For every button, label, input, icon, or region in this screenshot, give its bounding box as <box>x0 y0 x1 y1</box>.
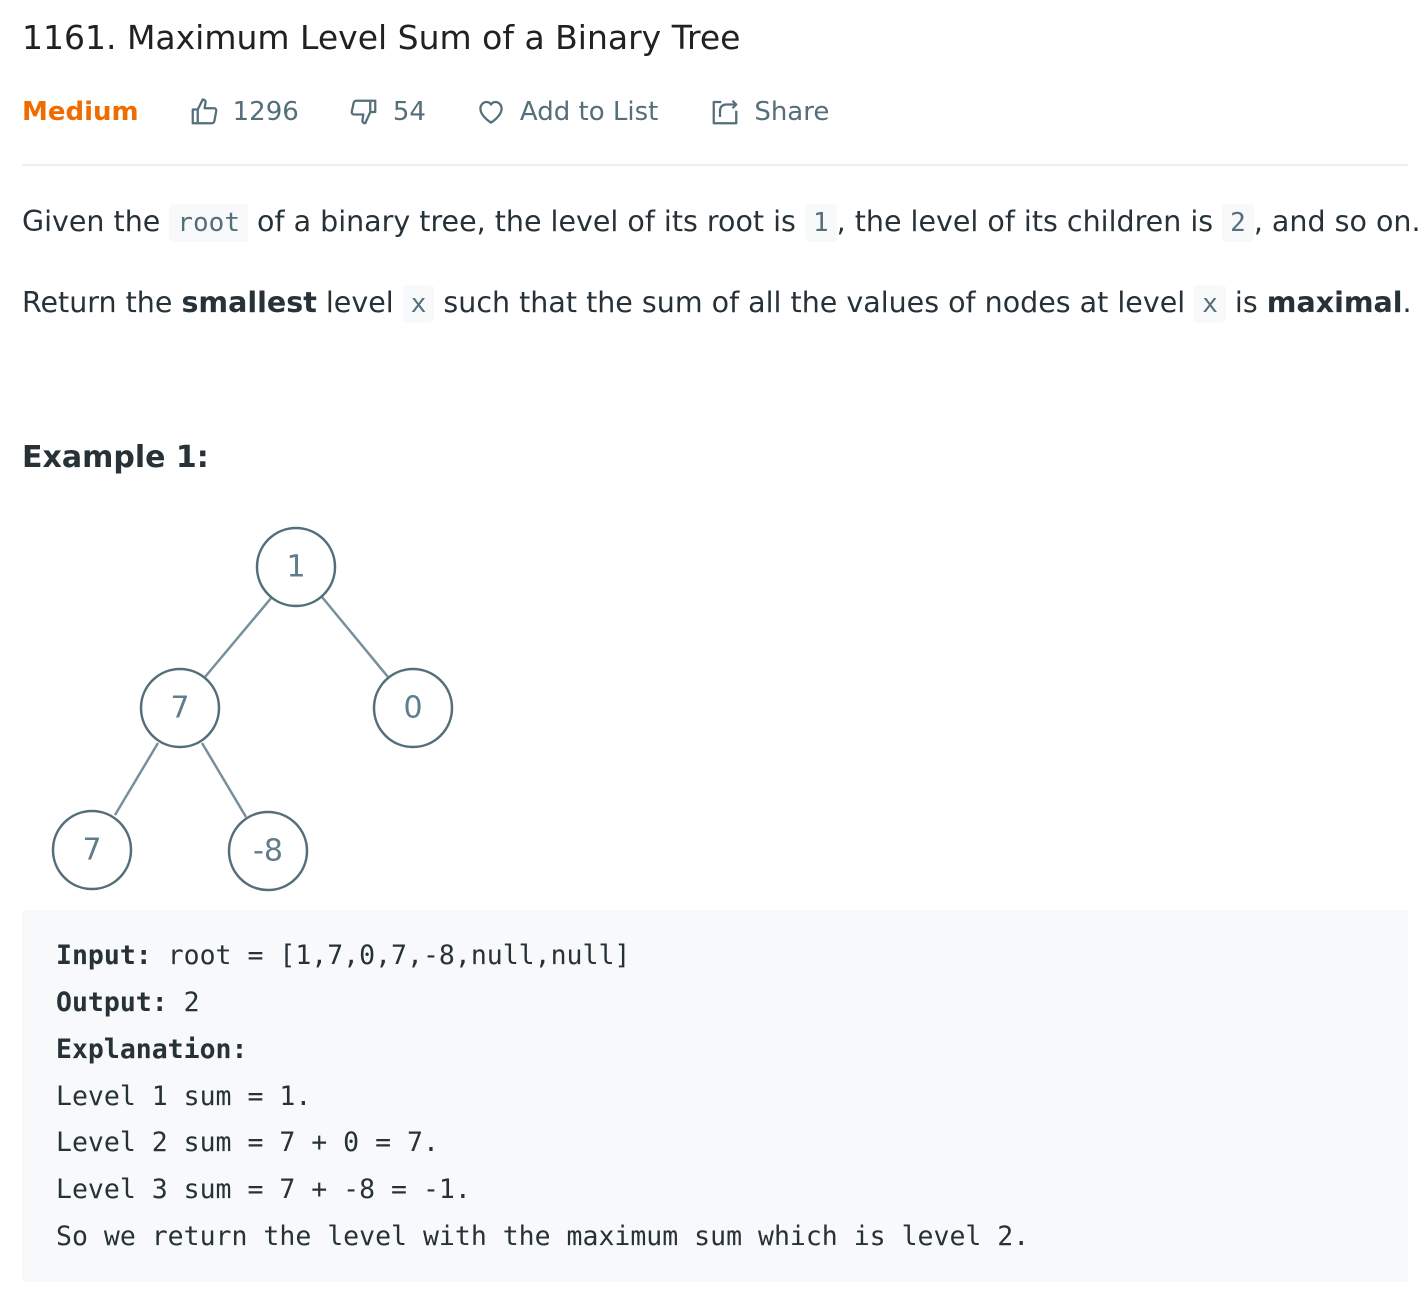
like-count: 1296 <box>232 97 299 127</box>
explanation-line <box>56 1030 247 1070</box>
description-paragraph-1 <box>22 202 1421 243</box>
tree-edge <box>115 743 158 815</box>
like-button[interactable] <box>189 97 299 127</box>
explanation-text-line: Level 2 sum = 7 + 0 = 7. <box>56 1127 439 1158</box>
text-segment: level <box>316 286 403 319</box>
text-segment: Given the <box>22 205 170 238</box>
thumbs-down-icon <box>349 97 379 127</box>
explanation-text-line: Level 3 sum = 7 + -8 = -1. <box>56 1174 471 1205</box>
problem-title: 1161. Maximum Level Sum of a Binary Tree <box>22 18 741 57</box>
tree-node-label: 0 <box>403 690 423 726</box>
text-segment: , the level of its children is <box>836 205 1223 238</box>
input-line <box>56 936 630 976</box>
tree-node <box>141 669 219 747</box>
thumbs-up-icon <box>189 97 219 127</box>
tree-node <box>229 812 307 890</box>
output-line <box>56 983 200 1023</box>
share-button[interactable] <box>710 97 829 127</box>
example-title: Example 1: <box>22 440 209 475</box>
output-value: 2 <box>167 987 200 1018</box>
tree-edge <box>322 597 388 677</box>
problem-meta-bar <box>22 90 829 134</box>
tree-node <box>257 528 335 606</box>
add-to-list-label: Add to List <box>519 97 659 127</box>
inline-code-one: 1 <box>805 204 837 242</box>
share-label: Share <box>754 97 830 127</box>
input-label: Input: <box>56 940 152 971</box>
text-segment: , and so on. <box>1253 205 1421 238</box>
tree-node <box>374 669 452 747</box>
text-segment: is <box>1225 286 1267 319</box>
text-segment: Return the <box>22 286 182 319</box>
heart-icon <box>476 97 506 127</box>
explanation-text-line: So we return the level with the maximum sum which is level 2. <box>56 1221 1030 1252</box>
inline-code-x: x <box>403 285 435 323</box>
add-to-list-button[interactable] <box>476 97 658 127</box>
example-tree-diagram <box>0 500 500 910</box>
share-icon <box>710 97 740 127</box>
input-value: root = [1,7,0,7,-8,null,null] <box>151 940 631 971</box>
tree-node <box>53 811 131 889</box>
text-segment: . <box>1402 286 1412 319</box>
tree-edge <box>205 597 272 677</box>
bold-maximal: maximal <box>1266 286 1403 319</box>
inline-code-two: 2 <box>1222 204 1254 242</box>
example-code-block <box>22 910 1408 1282</box>
tree-node-label: 1 <box>286 549 306 585</box>
inline-code-root: root <box>169 204 248 242</box>
header-divider <box>22 164 1408 166</box>
inline-code-x: x <box>1194 285 1226 323</box>
output-label: Output: <box>56 987 168 1018</box>
tree-node-label: 7 <box>82 832 102 868</box>
explanation-text-line: Level 1 sum = 1. <box>56 1081 312 1112</box>
text-segment: such that the sum of all the values of nodes at level <box>434 286 1195 319</box>
explanation-label: Explanation: <box>56 1034 248 1065</box>
dislike-button[interactable] <box>349 97 426 127</box>
text-segment: of a binary tree, the level of its root is <box>247 205 805 238</box>
tree-edge <box>202 743 246 817</box>
tree-node-label: 7 <box>170 690 190 726</box>
difficulty-badge: Medium <box>22 97 139 127</box>
description-paragraph-2 <box>22 283 1412 324</box>
bold-smallest: smallest <box>181 286 317 319</box>
tree-node-label: -8 <box>253 833 283 869</box>
dislike-count: 54 <box>392 97 426 127</box>
